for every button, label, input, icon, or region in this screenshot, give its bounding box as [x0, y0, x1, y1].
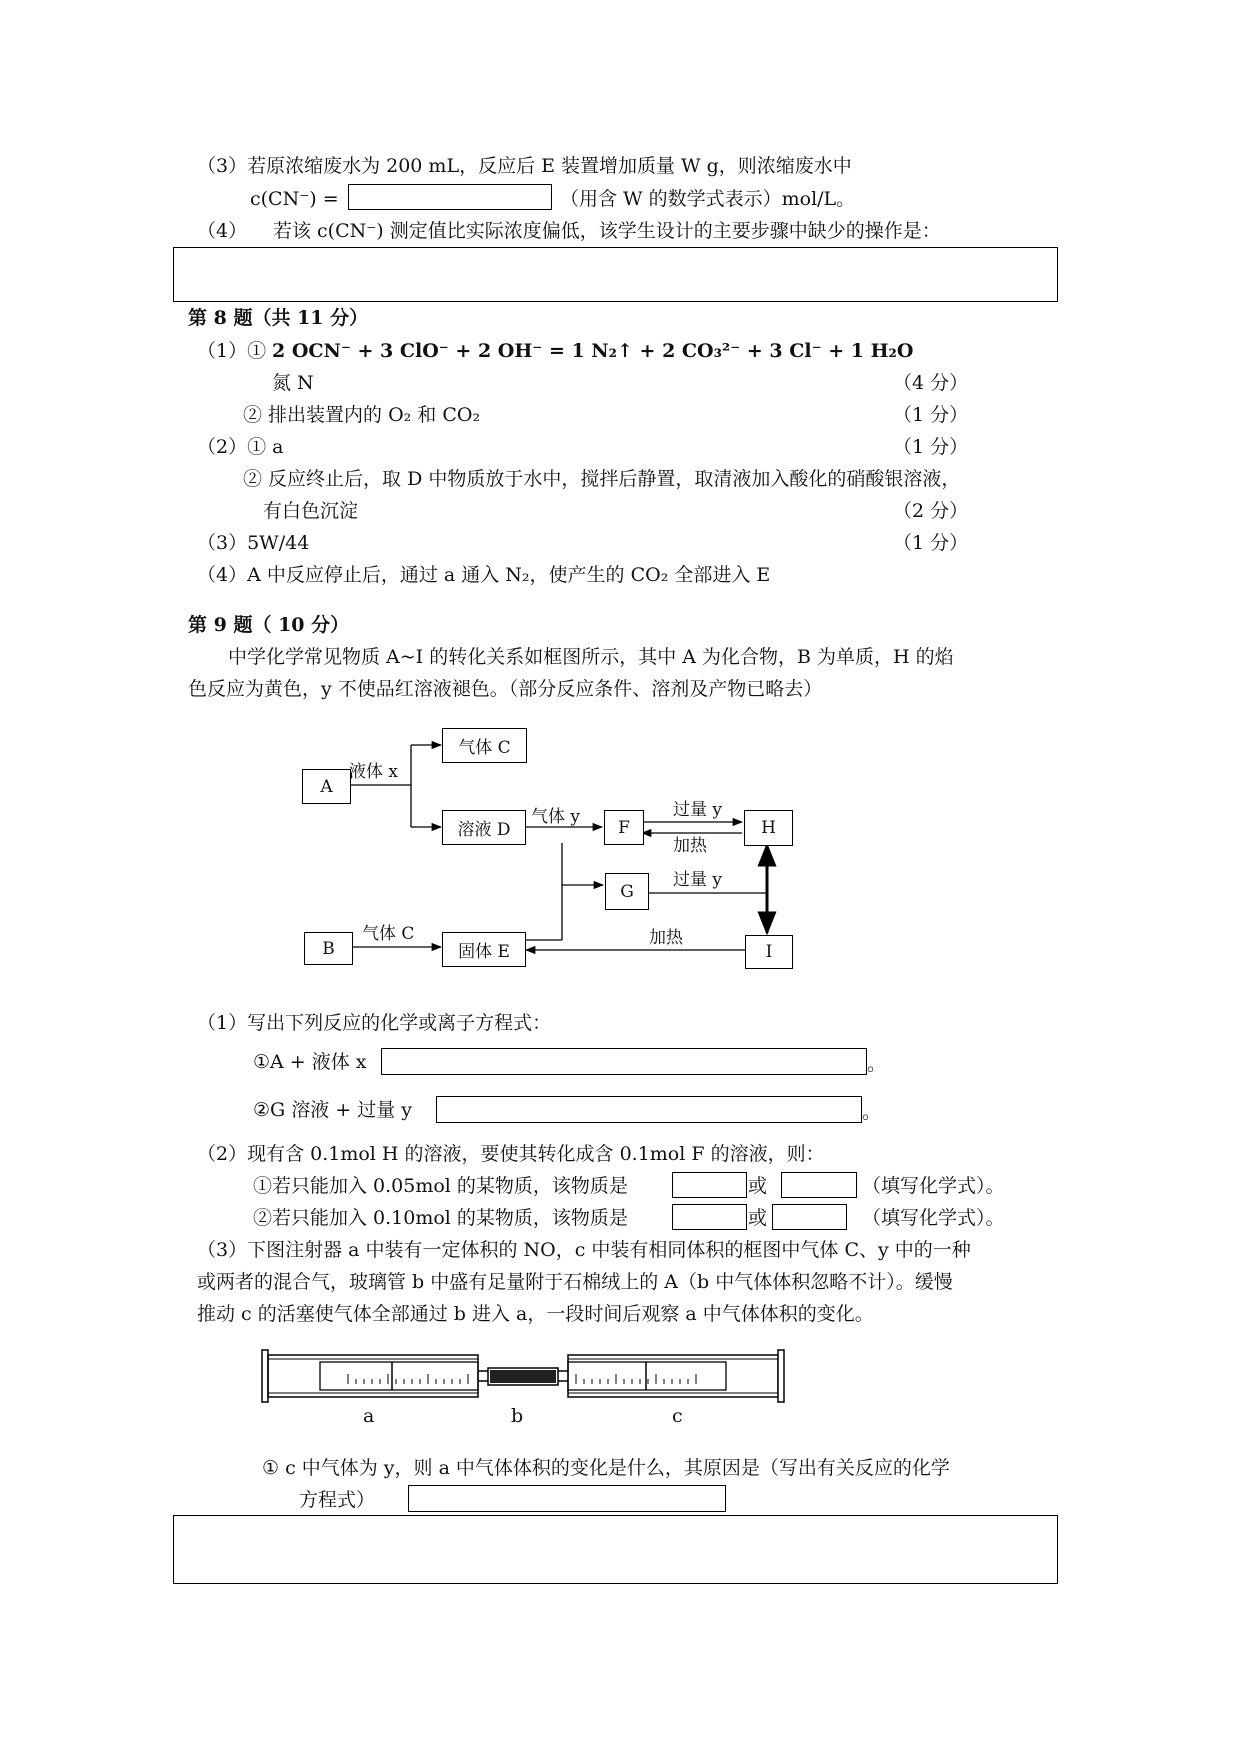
node-solid-e: 固体 E [442, 932, 526, 967]
node-solution-d: 溶液 D [442, 810, 526, 845]
q9-part1-b-label: ②G 溶液 + 过量 y [253, 1099, 413, 1121]
q8-line8: （4）A 中反应停止后，通过 a 通入 N₂，使产生的 CO₂ 全部进入 E [197, 564, 771, 586]
q7-part4-text: 若该 c(CN⁻) 测定值比实际浓度偏低，该学生设计的主要步骤中缺少的操作是： [273, 220, 941, 242]
q8-line4-score: （1 分） [893, 436, 969, 458]
node-a: A [302, 769, 351, 804]
q8-line6: 有白色沉淀 [263, 500, 359, 522]
fill-formula-1: （填写化学式）。 [862, 1175, 1005, 1197]
q7-cn-prefix: c(CN⁻) = [250, 188, 339, 210]
fill-formula-2: （填写化学式）。 [862, 1207, 1005, 1229]
q8-line1-label: （1）① [197, 340, 267, 362]
label-excess-y-1: 过量 y [673, 800, 723, 820]
q8-heading: 第 8 题（共 11 分） [188, 307, 369, 329]
syringe-label-a: a [363, 1405, 375, 1427]
node-g: G [605, 873, 649, 910]
node-i: I [745, 935, 793, 969]
q8-line4: （2）① a [197, 436, 284, 458]
label-heat-1: 加热 [673, 836, 707, 856]
period-2: 。 [862, 1101, 882, 1123]
or-1: 或 [748, 1175, 768, 1197]
q9-part1: （1）写出下列反应的化学或离子方程式： [197, 1012, 552, 1034]
label-gas-y: 气体 y [531, 807, 581, 827]
q9-part3-line2: 或两者的混合气，玻璃管 b 中盛有足量附于石棉绒上的 A（b 中气体体积忽略不计）。缓慢 [197, 1271, 953, 1293]
q9-part3-q1-line2: 方程式） [299, 1489, 376, 1511]
q9-part1-a-label: ①A + 液体 x [253, 1051, 367, 1073]
q8-line7-score: （1 分） [893, 532, 969, 554]
q8-line2: 氮 N [272, 372, 314, 394]
node-f: F [604, 810, 644, 845]
q8-equation: 2 OCN⁻ + 3 ClO⁻ + 2 OH⁻ = 1 N₂↑ + 2 CO₃²⁻ + 3 Cl⁻ + 1 H₂O [272, 340, 914, 362]
q8-line6-score: （2 分） [893, 500, 969, 522]
syringe-label-c: c [672, 1405, 683, 1427]
syringe-label-b: b [511, 1405, 524, 1427]
label-liquid-x: 液体 x [349, 762, 398, 782]
label-gas-c: 气体 C [362, 924, 415, 944]
q7-part3-suffix: （用含 W 的数学式表示）mol/L。 [560, 188, 856, 210]
q8-line7: （3）5W/44 [197, 532, 310, 554]
q8-line3: ② 排出装置内的 O₂ 和 CO₂ [243, 404, 481, 426]
node-h: H [744, 810, 793, 846]
q9-intro-line2: 色反应为黄色，y 不使品红溶液褪色。（部分反应条件、溶剂及产物已略去） [188, 678, 823, 700]
q9-intro-line1: 中学化学常见物质 A~I 的转化关系如框图所示，其中 A 为化合物，B 为单质，H 的焰 [228, 646, 954, 668]
q8-line2-score: （4 分） [893, 372, 969, 394]
q8-line3-score: （1 分） [893, 404, 969, 426]
q9-part2: （2）现有含 0.1mol H 的溶液，要使其转化成含 0.1mol F 的溶液，则： [197, 1143, 825, 1165]
label-excess-y-2: 过量 y [673, 870, 723, 890]
or-2: 或 [748, 1207, 768, 1229]
q9-part3-answer-box[interactable] [173, 1515, 1058, 1584]
q9-part2-b-label: ②若只能加入 0.10mol 的某物质，该物质是 [253, 1207, 628, 1229]
node-b: B [304, 932, 353, 965]
node-gas-c: 气体 C [442, 728, 527, 763]
q7-part3-line1: （3）若原浓缩废水为 200 mL，反应后 E 装置增加质量 W g，则浓缩废水中 [197, 155, 852, 177]
q7-part4-label: （4） [197, 220, 248, 242]
q9-part3-q1-line1: ① c 中气体为 y，则 a 中气体体积的变化是什么，其原因是（写出有关反应的化学 [262, 1457, 950, 1479]
period-1: 。 [867, 1053, 887, 1075]
q9-heading: 第 9 题（ 10 分） [188, 614, 350, 636]
q8-line5: ② 反应终止后，取 D 中物质放于水中，搅拌后静置，取清液加入酸化的硝酸银溶液， [243, 468, 961, 490]
q9-part2-a-label: ①若只能加入 0.05mol 的某物质，该物质是 [253, 1175, 628, 1197]
q9-part3-line1: （3）下图注射器 a 中装有一定体积的 NO，c 中装有相同体积的框图中气体 C、y 中的一种 [197, 1239, 971, 1261]
label-heat-2: 加热 [649, 928, 683, 948]
q9-part3-q1-inline-field[interactable] [408, 1485, 726, 1512]
q9-part3-line3: 推动 c 的活塞使气体全部通过 b 进入 a，一段时间后观察 a 中气体体积的变化。 [197, 1303, 874, 1325]
